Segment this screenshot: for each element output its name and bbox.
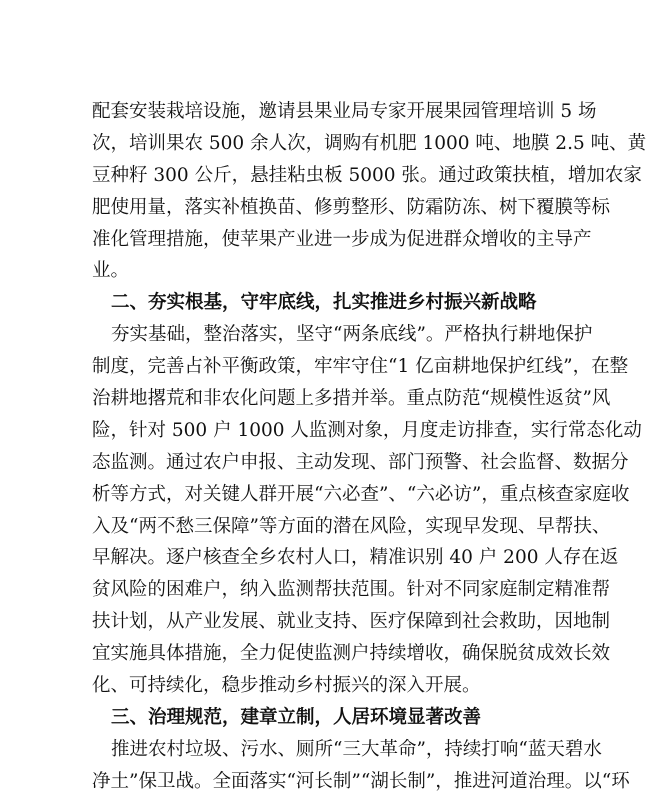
text-line: 配套安装栽培设施，邀请县果业局专家开展果园管理培训 5 场 — [92, 101, 597, 122]
text-line: 扶计划，从产业发展、就业支持、医疗保障到社会救助，因地制 — [92, 611, 611, 633]
text-line: 析等方式，对关键人群开展“六必查”、“六必访”，重点核查家庭收 — [92, 483, 630, 505]
text-line: 险，针对 500 户 1000 人监测对象，月度走访排查，实行常态化动 — [92, 419, 642, 441]
text-line: 早解决。逐户核查全乡农村人口，精准识别 40 户 200 人存在返 — [92, 547, 619, 569]
section-heading: 二、夯实根基，守牢底线，扎实推进乡村振兴新战略 — [111, 292, 537, 314]
text-line: 业。 — [92, 260, 130, 282]
text-line: 净土”保卫战。全面落实“河长制”“湖长制”，推进河道治理。以“环 — [92, 770, 630, 792]
paragraph-first-line: 夯实基础，整治落实，坚守“两条底线”。严格执行耕地保护 — [111, 324, 593, 346]
text-line: 制度，完善占补平衡政策，牢牢守住“1 亿亩耕地保护红线”，在整 — [92, 356, 629, 378]
text-line: 豆种籽 300 公斤，悬挂粘虫板 5000 张。通过政策扶植，增加农家 — [92, 164, 642, 186]
text-line: 次，培训果农 500 余人次，调购有机肥 1000 吨、地膜 2.5 吨、黄 — [92, 132, 646, 154]
text-line: 治耕地撂荒和非农化问题上多措并举。重点防范“规模性返贫”风 — [92, 388, 611, 410]
text-line: 肥使用量，落实补植换苗、修剪整形、防霜防冻、树下覆膜等标 — [92, 196, 611, 218]
paragraph-first-line: 推进农村垃圾、污水、厕所“三大革命”，持续打响“蓝天碧水 — [111, 738, 602, 760]
text-line: 宜实施具体措施，全力促使监测户持续增收，确保脱贫成效长效 — [92, 643, 611, 665]
text-line: 化、可持续化，稳步推动乡村振兴的深入开展。 — [92, 675, 481, 697]
text-line: 贫风险的困难户，纳入监测帮扶范围。针对不同家庭制定精准帮 — [92, 579, 611, 601]
section-heading: 三、治理规范，建章立制，人居环境显著改善 — [111, 706, 482, 728]
text-line: 准化管理措施，使苹果产业进一步成为促进群众增收的主导产 — [92, 228, 592, 250]
text-line: 态监测。通过农户申报、主动发现、部门预警、社会监督、数据分 — [92, 451, 629, 473]
text-line: 入及“两不愁三保障”等方面的潜在风险，实现早发现、早帮扶、 — [92, 515, 611, 537]
body-text — [92, 96, 646, 798]
